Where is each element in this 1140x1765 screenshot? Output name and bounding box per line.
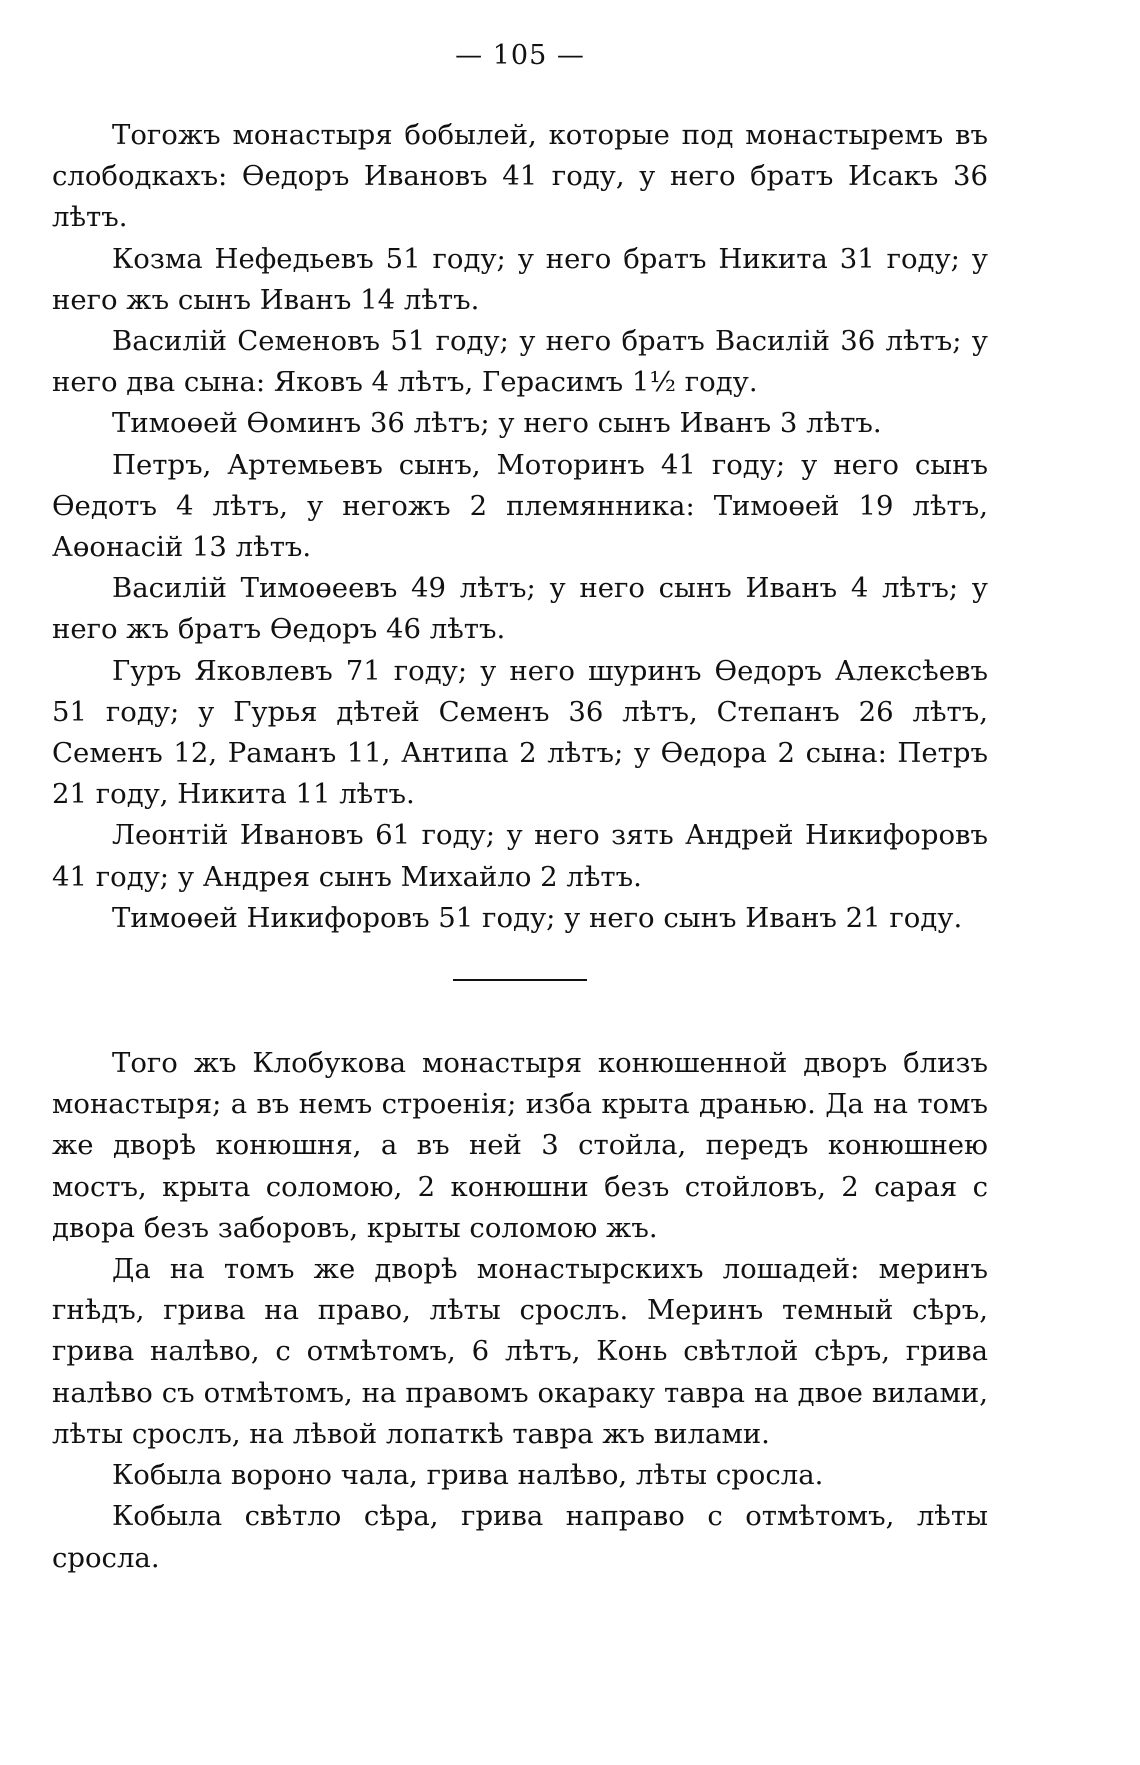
paragraph: Да на томъ же дворѣ монастырскихъ лошадей: меринъ гнѣдъ, грива на право, лѣты срослъ. Меринъ темный сѣръ, грива налѣво, с отмѣтомъ, 6 лѣтъ, Конь свѣтлой сѣръ, грива налѣво съ отмѣтомъ, на правомъ окараку тавра на двое вилами, лѣты срослъ, на лѣвой лопаткѣ тавра жъ вилами.: [52, 1253, 988, 1450]
document-page: [52, 40, 988, 1579]
paragraph: Козма Нефедьевъ 51 году; у него братъ Никита 31 году; у него жъ сынъ Иванъ 14 лѣтъ.: [52, 242, 988, 316]
paragraph: Тимоөей Никифоровъ 51 году; у него сынъ Иванъ 21 году.: [112, 901, 963, 934]
paragraph: Василій Семеновъ 51 году; у него братъ Василій 36 лѣтъ; у него два сына: Яковъ 4 лѣтъ, Герасимъ 1½ году.: [52, 325, 988, 399]
paragraph: Тимоөей Өоминъ 36 лѣтъ; у него сынъ Иванъ 3 лѣтъ.: [112, 407, 882, 440]
paragraph: Василій Тимоөеевъ 49 лѣтъ; у него сынъ Иванъ 4 лѣтъ; у него жъ братъ Өедоръ 46 лѣтъ.: [52, 572, 988, 646]
page-number: — 105 —: [455, 40, 585, 71]
paragraph: Петръ, Артемьевъ сынъ, Моторинъ 41 году; у него сынъ Өедотъ 4 лѣтъ, у негожъ 2 племянника: Тимоөей 19 лѣтъ, Аөонасій 13 лѣтъ.: [52, 448, 988, 564]
section-divider: [453, 979, 587, 981]
paragraph: Кобыла вороно чала, грива налѣво, лѣты сросла.: [112, 1459, 824, 1492]
section-bobyli-list: [52, 115, 988, 939]
paragraph: Кобыла свѣтло сѣра, грива направо с отмѣтомъ, лѣты сросла.: [52, 1500, 988, 1574]
section-stable-yard: [52, 1043, 988, 1579]
paragraph: Тогожъ монастыря бобылей, которые под монастыремъ въ слободкахъ: Өедоръ Ивановъ 41 году, у него братъ Исакъ 36 лѣтъ.: [52, 119, 988, 234]
paragraph: Того жъ Клобукова монастыря конюшенной дворъ близъ монастыря; а въ немъ строенія; изба крыта дранью. Да на томъ же дворѣ конюшня, а въ ней 3 стойла, передъ конюшнею мостъ, крыта соломою, 2 конюшни безъ стойловъ, 2 сарая с двора безъ заборовъ, крыты соломою жъ.: [52, 1047, 988, 1244]
paragraph: Леонтій Ивановъ 61 году; у него зять Андрей Никифоровъ 41 году; у Андрея сынъ Михайло 2 лѣтъ.: [52, 819, 988, 893]
paragraph: Гуръ Яковлевъ 71 году; у него шуринъ Өедоръ Алексѣевъ 51 году; у Гурья дѣтей Семенъ 36 лѣтъ, Степанъ 26 лѣтъ, Семенъ 12, Раманъ 11, Антипа 2 лѣтъ; у Өедора 2 сына: Петръ 21 году, Никита 11 лѣтъ.: [52, 654, 988, 811]
